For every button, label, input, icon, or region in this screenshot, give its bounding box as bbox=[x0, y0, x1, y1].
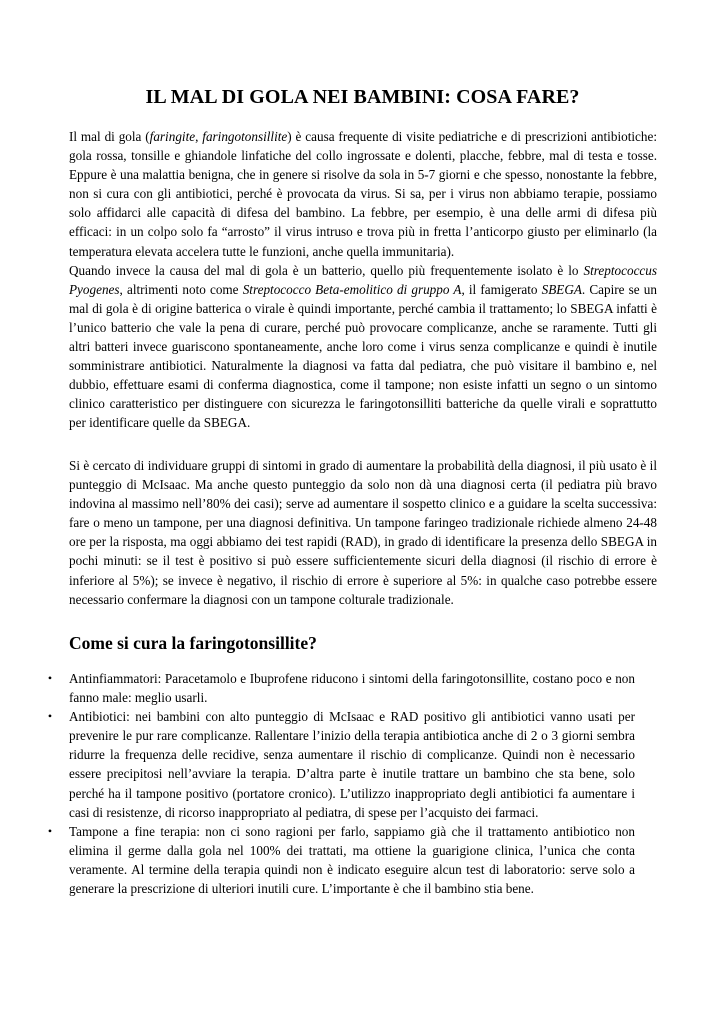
bullet-icon: • bbox=[47, 671, 53, 685]
list-item bbox=[47, 707, 635, 822]
section-heading: Come si cura la faringotonsillite? bbox=[69, 633, 317, 653]
intro-text: , bbox=[195, 129, 203, 144]
list-item-text: Antinfiammatori: Paracetamolo e Ibuprofene riducono i sintomi della faringotonsillite, costano poco e non fanno male: meglio usarli. bbox=[69, 671, 635, 706]
intro-text: , il famigerato bbox=[461, 281, 542, 297]
term-faringite: faringite bbox=[149, 129, 196, 144]
list-item-text: Antibiotici: nei bambini con alto punteggio di McIsaac e RAD positivo gli antibiotici vanno usati per prevenire le pur rare complicanze. Rallentare l’inizio della terapia antibiotica anche di 2 o 3 giorni sembra ridurre la frequenza delle recidive, senza aumentare il rischio di complicanze. Quindi non è necessario essere precipitosi nell’avviare la terapia. D’altra parte è inutile trattare un bambino che sta bene, solo perché ha il tampone positivo (portatore cronico). L’utilizzo inappropriato degli antibiotici fa aumentare i casi di resistenze, di ricorso inappropriato al pediatra, di spese per l’acquisto dei farmaci. bbox=[69, 709, 635, 820]
bullet-icon: • bbox=[47, 709, 53, 724]
intro-text: , altrimenti noto come bbox=[119, 281, 243, 297]
treatment-list bbox=[47, 669, 635, 898]
term-sbega: SBEGA bbox=[541, 281, 582, 297]
term-streptococcus-pyogenes: Streptococcus Pyogenes bbox=[69, 262, 657, 297]
diagnosis-paragraph: Si è cercato di individuare gruppi di sintomi in grado di aumentare la probabilità della diagnosi, il più usato è il punteggio di McIsaac. Ma anche questo punteggio da solo non dà una diagnosi certa (il pediatra più bravo indovina al massimo nell’80% dei casi); serve ad aumentare il sospetto clinico e a guidare la scelta successiva: fare o meno un tampone, per una diagnosi definitiva. Un tampone faringeo tradizionale richiede almeno 24-48 ore per la risposta, ma oggi abbiamo dei test rapidi (RAD), in grado di identificare la presenza dello SBEGA in pochi minuti: se il test è positivo si può essere sufficientemente sicuri della diagnosi (il rischio di errore è inferiore al 5%); se invece è negativo, il rischio di errore è superiore al 5%: in qualche caso potrebbe essere necessario confermare la diagnosi con un tampone colturale tradizionale. bbox=[69, 458, 657, 607]
bullet-icon: • bbox=[47, 823, 53, 838]
intro-paragraph bbox=[69, 127, 657, 433]
list-item-text: Tampone a fine terapia: non ci sono ragioni per farlo, sappiamo già che il trattamento antibiotico non elimina il germe dalla gola nel 100% dei trattati, ma ottiene la guarigione clinica, l’unica che conta veramente. Al termine della terapia quindi non è indicato eseguire alcun test di laboratorio: serve solo a generare la prescrizione di ulteriori inutili cure. L’importante è che il bambino stia bene. bbox=[69, 823, 635, 897]
term-faringotonsillite: faringotonsillite bbox=[202, 129, 288, 144]
intro-text: Quando invece la causa del mal di gola è un batterio, quello più frequentemente isolato è lo bbox=[69, 262, 584, 278]
intro-text: ) è causa frequente di visite pediatriche e di prescrizioni antibiotiche: gola rossa, tonsille e ghiandole linfatiche del collo ingrossate e dolenti, placche, febbre, mal di testa e tosse. Eppure è una malattia benigna, che in genere si risolve da sola in 5-7 giorni e che spesso, nonostante la febbre, non si cura con gli antibiotici, perché è provocata da virus. Si sa, per i virus non abbiamo terapie, possiamo solo affidarci alle capacità di difesa del bambino. La febbre, per esempio, è una delle armi di difesa più efficaci: in un colpo solo fa “arrosto” il virus intruso e trova più in fretta l’anticorpo giusto per eliminarlo (la temperatura elevata accelera tutte le funzioni, anche quella immunitaria). bbox=[69, 129, 657, 259]
page-title: IL MAL DI GOLA NEI BAMBINI: COSA FARE? bbox=[145, 86, 580, 108]
intro-text: Il mal di gola ( bbox=[69, 129, 150, 144]
intro-text: . Capire se un mal di gola è di origine batterica o virale è quindi importante, perché cambia il trattamento; lo SBEGA infatti è l’unico batterio che vale la pena di curare, perché può provocare complicanze, anche se raramente. Tutti gli altri batteri invece guariscono spontaneamente, anche loro come i virus senza complicanze e quindi è inutile somministrare antibiotici. Naturalmente la diagnosi va fatta dal pediatra, che può visitare il bambino e, nel dubbio, effettuare esami di conferma diagnostica, come il tampone; non esiste infatti un segno o un sintomo clinico caratteristico per distinguere con sicurezza le faringotonsilliti batteriche da quelle virali e soprattutto per identificare quelle da SBEGA. bbox=[69, 281, 657, 431]
list-item bbox=[47, 669, 635, 707]
term-streptococco-beta-emolitico: Streptococco Beta-emolitico di gruppo A bbox=[242, 281, 462, 297]
list-item bbox=[47, 822, 635, 898]
